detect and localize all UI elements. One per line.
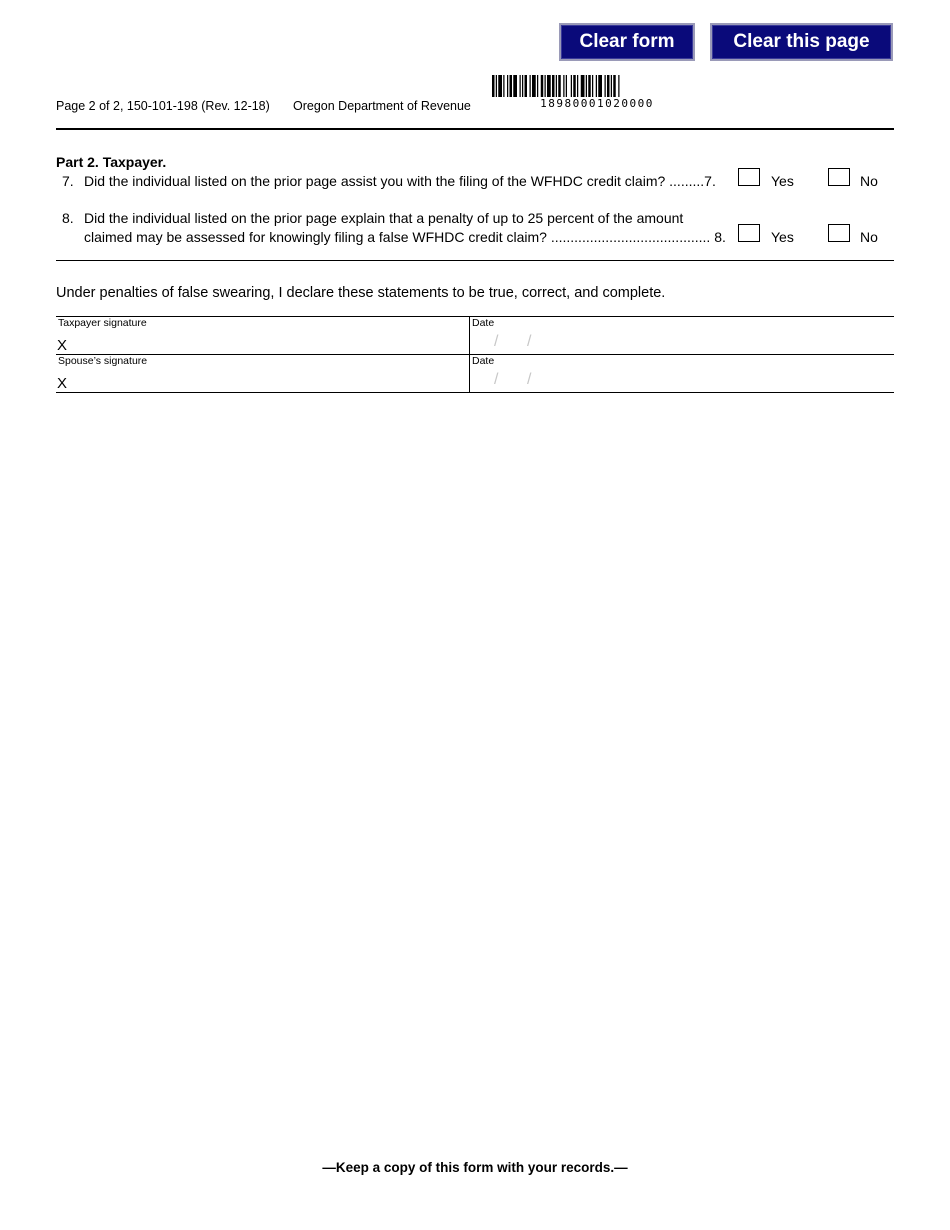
taxpayer-signature-field[interactable] bbox=[56, 317, 469, 354]
question-7-text bbox=[84, 172, 716, 191]
question-8-line1 bbox=[84, 209, 683, 228]
barcode-bar bbox=[545, 75, 546, 97]
barcode-bar bbox=[613, 75, 616, 97]
barcode-bar bbox=[581, 75, 585, 97]
barcode-bar bbox=[592, 75, 593, 97]
date-separator: / bbox=[494, 371, 499, 388]
date-separator: / bbox=[494, 333, 499, 350]
barcode-bar bbox=[556, 75, 557, 97]
q8-no-label: No bbox=[860, 229, 878, 245]
signature-x-mark: X bbox=[57, 337, 68, 354]
barcode-bar bbox=[492, 75, 495, 97]
barcode-bar bbox=[496, 75, 497, 97]
barcode-bar bbox=[520, 75, 521, 97]
barcode-bar bbox=[586, 75, 587, 97]
date-separator: / bbox=[527, 371, 532, 388]
taxpayer-signature-row bbox=[56, 316, 894, 354]
department-name: Oregon Department of Revenue bbox=[293, 99, 471, 113]
barcode-bar bbox=[563, 75, 564, 97]
question-text: Did the individual listed on the prior page explain that a penalty of up to 25 percent of the amount bbox=[84, 210, 684, 226]
q7-yes-checkbox[interactable] bbox=[738, 168, 760, 186]
footer-note: —Keep a copy of this form with your records.— bbox=[322, 1160, 628, 1175]
question-number: 8. bbox=[62, 210, 74, 226]
question-8-line2 bbox=[84, 228, 726, 247]
signature-table bbox=[56, 316, 894, 393]
barcode-bar bbox=[566, 75, 567, 97]
date-label: Date bbox=[472, 317, 495, 329]
q7-yes-label: Yes bbox=[771, 173, 794, 189]
q8-yes-checkbox[interactable] bbox=[738, 224, 760, 242]
clear-page-button[interactable]: Clear this page bbox=[710, 23, 893, 61]
header-divider bbox=[56, 128, 894, 130]
barcode-bar bbox=[510, 75, 513, 97]
date-label: Date bbox=[472, 355, 495, 367]
q8-no-checkbox[interactable] bbox=[828, 224, 850, 242]
page-info: Page 2 of 2, 150-101-198 (Rev. 12-18) bbox=[56, 99, 270, 113]
barcode-bar bbox=[498, 75, 502, 97]
barcode-bar bbox=[577, 75, 578, 97]
barcode-bar bbox=[530, 75, 531, 97]
q8-yes-label: Yes bbox=[771, 229, 794, 245]
spouse-date-field[interactable] bbox=[469, 355, 894, 392]
question-text: Did the individual listed on the prior page assist you with the filing of the WFHDC credit claim? .........7. bbox=[84, 173, 716, 189]
barcode-bar bbox=[552, 75, 555, 97]
barcode-bar bbox=[596, 75, 597, 97]
section-divider bbox=[56, 260, 894, 261]
barcode-bar bbox=[547, 75, 551, 97]
part-2-title: Part 2. Taxpayer. bbox=[56, 154, 167, 170]
signature-x-mark: X bbox=[57, 375, 68, 392]
barcode-bar bbox=[522, 75, 523, 97]
barcode-bar bbox=[532, 75, 536, 97]
barcode-bar bbox=[507, 75, 508, 97]
declaration-text: Under penalties of false swearing, I declare these statements to be true, correct, and complete. bbox=[56, 285, 666, 301]
barcode-bar bbox=[513, 75, 517, 97]
barcode-bar bbox=[598, 75, 602, 97]
barcode-bar bbox=[525, 75, 528, 97]
barcode-bar bbox=[541, 75, 544, 97]
date-separator: / bbox=[527, 333, 532, 350]
taxpayer-date-field[interactable] bbox=[469, 317, 894, 354]
barcode-number: 18980001020000 bbox=[540, 97, 654, 110]
barcode-bar bbox=[611, 75, 612, 97]
question-text: claimed may be assessed for knowingly filing a false WFHDC credit claim? ......................................... 8. bbox=[84, 229, 726, 245]
barcode-bar bbox=[618, 75, 619, 97]
barcode-bar bbox=[558, 75, 561, 97]
barcode bbox=[492, 75, 702, 97]
barcode-bar bbox=[607, 75, 610, 97]
barcode-bar bbox=[588, 75, 591, 97]
barcode-bar bbox=[571, 75, 572, 97]
barcode-bar bbox=[537, 75, 538, 97]
spouse-signature-field[interactable] bbox=[56, 355, 469, 392]
q7-no-label: No bbox=[860, 173, 878, 189]
q7-no-checkbox[interactable] bbox=[828, 168, 850, 186]
spouse-signature-row bbox=[56, 354, 894, 393]
clear-form-button[interactable]: Clear form bbox=[559, 23, 695, 61]
taxpayer-signature-label: Taxpayer signature bbox=[58, 317, 147, 329]
question-number: 7. bbox=[62, 173, 74, 189]
question-8-number bbox=[62, 209, 74, 228]
spouse-signature-label: Spouse’s signature bbox=[58, 355, 148, 367]
barcode-bar bbox=[605, 75, 606, 97]
barcode-bar bbox=[573, 75, 576, 97]
barcode-bar bbox=[503, 75, 504, 97]
